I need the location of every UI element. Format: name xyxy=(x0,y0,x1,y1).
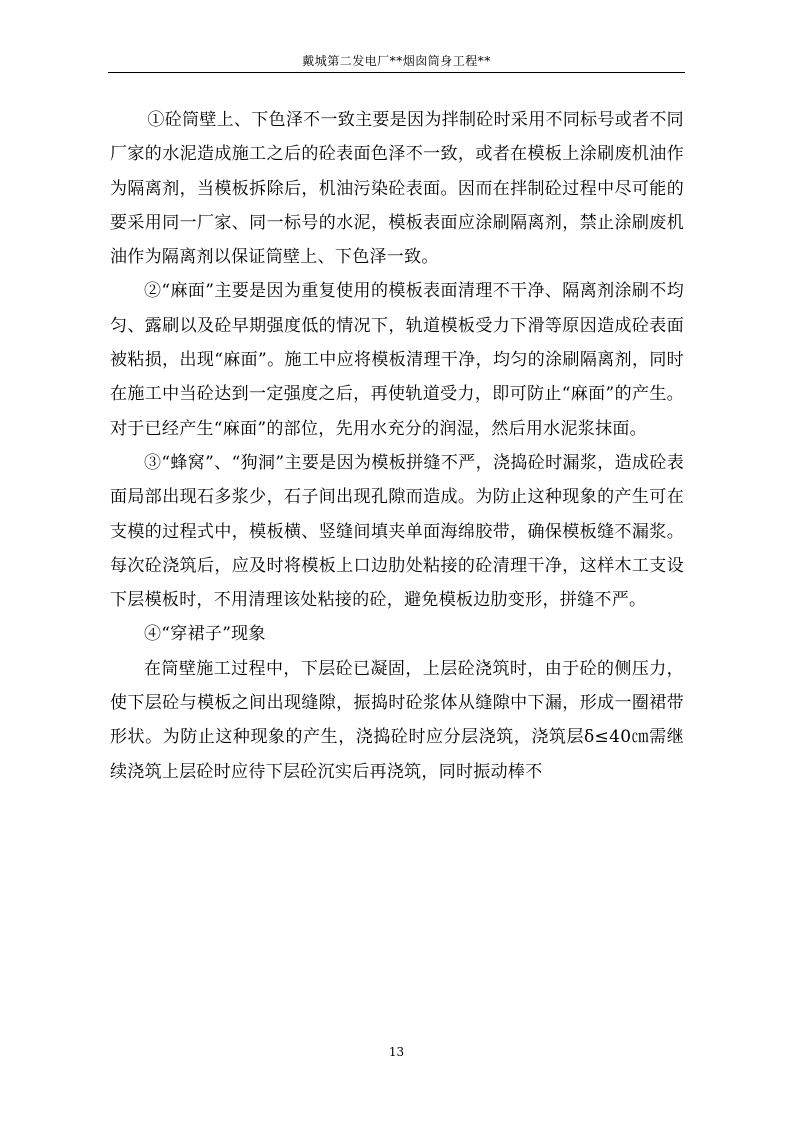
paragraph-skirt-description: 在筒壁施工过程中，下层砼已凝固，上层砼浇筑时，由于砼的侧压力，使下层砼与模板之间出现缝隙，振捣时砼浆体从缝隙中下漏，形成一圈裙带形状。为防止这种现象的产生，浇捣砼时应分层浇筑，浇筑层δ≤40㎝需继续浇筑上层砼时应待下层砼沉实后再浇筑，同时振动棒不 xyxy=(110,658,684,782)
page-number: 13 xyxy=(388,1045,405,1059)
running-header: 戴城第二发电厂**烟囱筒身工程** xyxy=(302,54,491,68)
header-divider xyxy=(108,72,685,73)
paragraph-honeycomb: ③“蜂窝”、“狗洞”主要是因为模板拼缝不严，浇捣砼时漏浆，造成砼表面局部出现石多浆少，石子间出现孔隙而造成。为防止这种现象的产生可在支模的过程式中，模板横、竖缝间填夹单面海绵胶带，确保模板缝不漏浆。每次砼浇筑后，应及时将模板上口边肋处粘接的砼清理干净，这样木工支设下层模板时，不用清理该处粘接的砼，避免模板边肋变形，拼缝不严。 xyxy=(110,452,684,611)
paragraph-pitted-surface: ②“麻面”主要是因为重复使用的模板表面清理不干净、隔离剂涂刷不均匀、露刷以及砼早期强度低的情况下，轨道模板受力下滑等原因造成砼表面被粘损，出现“麻面”。施工中应将模板清理干净，均匀的涂刷隔离剂，同时在施工中当砼达到一定强度之后，再使轨道受力，即可防止“麻面”的产生。对于已经产生“麻面”的部位，先用水充分的润湿，然后用水泥浆抹面。 xyxy=(110,281,684,439)
document-body xyxy=(110,103,684,789)
paragraph-color-inconsistency: ①砼筒壁上、下色泽不一致主要是因为拌制砼时采用不同标号或者不同厂家的水泥造成施工之后的砼表面色泽不一致，或者在模板上涂刷废机油作为隔离剂，当模板拆除后，机油污染砼表面。因而在拌制砼过程中尽可能的要采用同一厂家、同一标号的水泥，模板表面应涂刷隔离剂，禁止涂刷废机油作为隔离剂以保证筒壁上、下色泽一致。 xyxy=(110,110,684,268)
paragraph-skirt-heading: ④“穿裙子”现象 xyxy=(144,624,266,645)
